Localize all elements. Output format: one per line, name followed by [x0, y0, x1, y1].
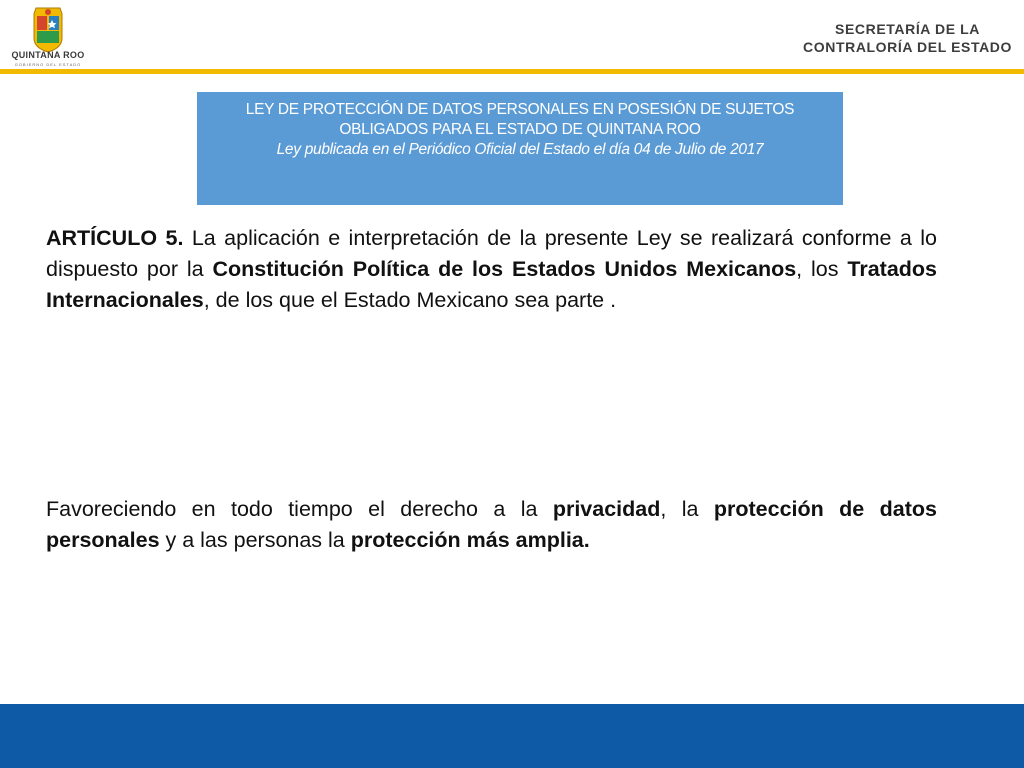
article-text: , los	[796, 257, 848, 281]
rights-text: , la	[660, 497, 714, 521]
rights-text: Favoreciendo en todo tiempo el derecho a la	[46, 497, 553, 521]
logo-subtext: GOBIERNO DEL ESTADO	[14, 62, 82, 67]
article-text: , de los que el Estado Mexicano sea parte .	[203, 288, 617, 312]
department-line-1: SECRETARÍA DE LA	[835, 21, 980, 37]
department-line-2: CONTRALORÍA DEL ESTADO	[803, 39, 1012, 55]
logo-text: QUINTANA ROO	[11, 50, 85, 60]
law-publication-note: Ley publicada en el Periódico Oficial del Estado el día 04 de Julio de 2017	[276, 141, 764, 158]
treaties-reference: Tratados Internacionales	[46, 257, 938, 312]
privacy-term: privacidad	[552, 497, 661, 521]
article-5-paragraph	[46, 223, 937, 316]
footer-bar	[0, 704, 1024, 768]
broadest-protection-term: protección más amplia.	[350, 528, 590, 552]
header-divider	[0, 69, 1024, 74]
department-title	[803, 20, 1012, 56]
rights-paragraph	[46, 494, 937, 556]
article-text: La aplicación e interpretación de la presente Ley se realizará conforme a lo dispuesto por la	[46, 226, 937, 281]
law-title-line-1: LEY DE PROTECCIÓN DE DATOS PERSONALES EN POSESIÓN DE SUJETOS	[245, 101, 795, 118]
constitution-reference: Constitución Política de los Estados Unidos Mexicanos	[212, 257, 797, 281]
article-number: ARTÍCULO 5.	[46, 226, 184, 250]
data-protection-term: protección de datos personales	[46, 497, 937, 552]
rights-text: y a las personas la	[159, 528, 351, 552]
law-title-line-2: OBLIGADOS PARA EL ESTADO DE QUINTANA ROO	[339, 121, 701, 138]
law-title-box	[197, 92, 843, 205]
